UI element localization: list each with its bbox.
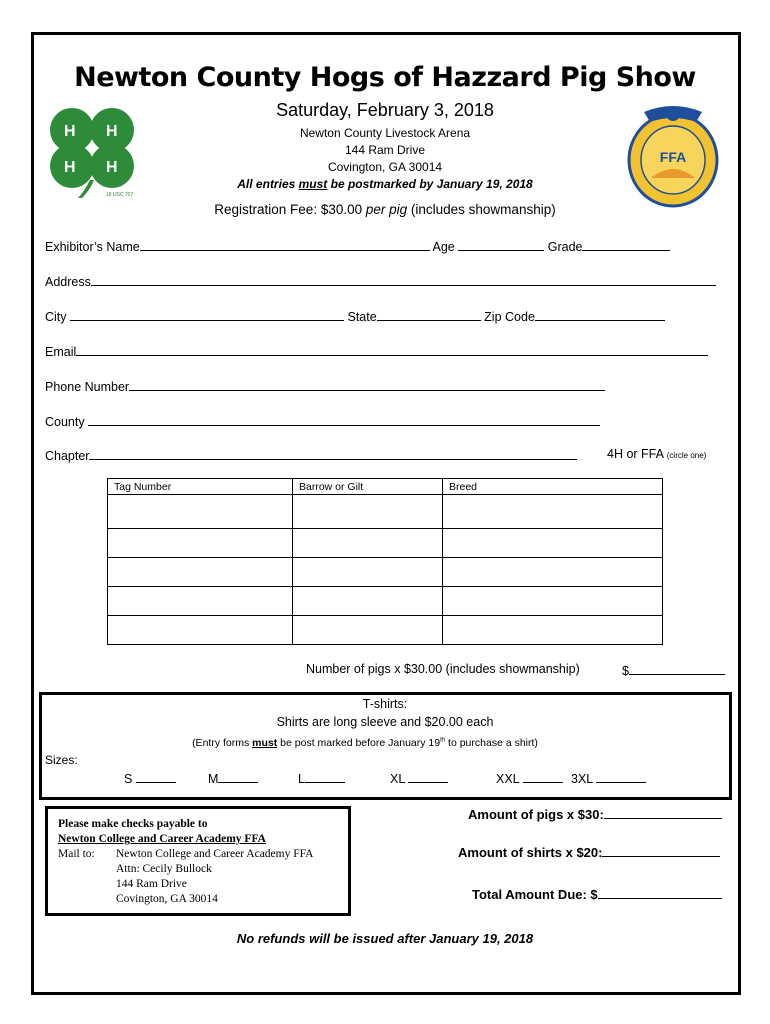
age-label: Age bbox=[432, 240, 455, 254]
table-row bbox=[108, 495, 663, 529]
table-row bbox=[108, 587, 663, 616]
barrow-gilt-cell[interactable] bbox=[293, 495, 443, 529]
state-input[interactable] bbox=[377, 308, 481, 321]
table-row bbox=[108, 616, 663, 645]
state-label: State bbox=[347, 310, 377, 324]
amount-shirts-row bbox=[458, 844, 720, 860]
total-due-label: Total Amount Due: $ bbox=[472, 887, 598, 902]
venue-name: Newton County Livestock Arena bbox=[299, 126, 471, 140]
size-m[interactable]: M bbox=[208, 770, 258, 786]
affiliation-note: (circle one) bbox=[666, 451, 707, 460]
pig-total-input[interactable] bbox=[629, 662, 725, 675]
zip-input[interactable] bbox=[535, 308, 665, 321]
mail-line: Attn: Cecily Bullock bbox=[116, 863, 212, 875]
svg-text:H: H bbox=[106, 123, 118, 140]
pig-total-currency: $ bbox=[622, 664, 629, 678]
breed-header: Breed bbox=[443, 479, 663, 495]
phone-input[interactable] bbox=[129, 378, 605, 391]
barrow-gilt-cell[interactable] bbox=[293, 558, 443, 587]
breed-cell[interactable] bbox=[443, 529, 663, 558]
breed-cell[interactable] bbox=[443, 558, 663, 587]
tag-number-cell[interactable] bbox=[108, 529, 293, 558]
tshirt-heading: T-shirts: bbox=[362, 697, 408, 711]
ffa-text: FFA bbox=[659, 149, 687, 165]
event-date: Saturday, February 3, 2018 bbox=[276, 100, 494, 120]
county-label: County bbox=[45, 415, 85, 429]
table-row bbox=[108, 558, 663, 587]
venue-street: 144 Ram Drive bbox=[344, 143, 426, 157]
breed-cell[interactable] bbox=[443, 495, 663, 529]
affiliation-label: 4H or FFA bbox=[607, 447, 664, 461]
barrow-gilt-cell[interactable] bbox=[293, 587, 443, 616]
size-s[interactable]: S bbox=[124, 770, 176, 786]
email-row bbox=[45, 343, 708, 359]
affiliation[interactable] bbox=[607, 447, 706, 461]
size-xxl[interactable]: XXL bbox=[496, 770, 563, 786]
pig-table bbox=[107, 478, 663, 645]
phone-row bbox=[45, 378, 605, 394]
chapter-label: Chapter bbox=[45, 449, 90, 463]
4h-caption: 18 USC 707 bbox=[106, 192, 134, 198]
email-input[interactable] bbox=[76, 343, 708, 356]
size-xl[interactable]: XL bbox=[390, 770, 448, 786]
barrow-gilt-cell[interactable] bbox=[293, 616, 443, 645]
grade-input[interactable] bbox=[582, 238, 670, 251]
city-row bbox=[45, 308, 665, 324]
city-input[interactable] bbox=[70, 308, 344, 321]
pig-table-header bbox=[108, 479, 663, 495]
entry-deadline: All entries must be postmarked by January 19, 2018 bbox=[237, 177, 533, 191]
address-input[interactable] bbox=[91, 273, 716, 286]
tag-number-cell[interactable] bbox=[108, 558, 293, 587]
mail-label: Mail to: bbox=[58, 848, 95, 860]
size-3xl[interactable]: 3XL bbox=[571, 770, 646, 786]
city-label: City bbox=[45, 310, 67, 324]
barrow-gilt-cell[interactable] bbox=[293, 529, 443, 558]
payment-box bbox=[45, 806, 351, 916]
pig-total-label: Number of pigs x $30.00 (includes showmanship) bbox=[306, 662, 580, 676]
amount-shirts-input[interactable] bbox=[602, 844, 720, 857]
tag-number-header: Tag Number bbox=[108, 479, 293, 495]
tshirt-note: (Entry forms must be post marked before January 19th to purchase a shirt) bbox=[192, 737, 538, 749]
tag-number-cell[interactable] bbox=[108, 495, 293, 529]
chapter-row bbox=[45, 447, 577, 463]
sizes-label: Sizes: bbox=[45, 753, 78, 767]
size-l[interactable]: L bbox=[298, 770, 345, 786]
address-label: Address bbox=[45, 275, 91, 289]
email-label: Email bbox=[45, 345, 77, 359]
mail-address bbox=[58, 847, 313, 907]
payee-name: Newton College and Career Academy FFA bbox=[58, 833, 266, 845]
svg-text:H: H bbox=[64, 159, 76, 176]
address-row bbox=[45, 273, 716, 289]
breed-cell[interactable] bbox=[443, 616, 663, 645]
pig-total-row bbox=[622, 662, 725, 678]
amount-shirts-label: Amount of shirts x $20: bbox=[458, 845, 603, 860]
svg-text:H: H bbox=[64, 123, 76, 140]
payable-line: Please make checks payable to bbox=[58, 818, 208, 830]
amount-pigs-row bbox=[468, 806, 722, 822]
svg-text:H: H bbox=[106, 159, 118, 176]
mail-line: Covington, GA 30014 bbox=[116, 893, 218, 905]
tag-number-cell[interactable] bbox=[108, 616, 293, 645]
exhibitor-name-label: Exhibitor’s Name bbox=[45, 240, 140, 254]
zip-label: Zip Code bbox=[484, 310, 535, 324]
total-due-input[interactable] bbox=[598, 886, 722, 899]
tag-number-cell[interactable] bbox=[108, 587, 293, 616]
age-input[interactable] bbox=[458, 238, 544, 251]
amount-pigs-label: Amount of pigs x $30: bbox=[468, 807, 604, 822]
chapter-input[interactable] bbox=[89, 447, 577, 460]
breed-cell[interactable] bbox=[443, 587, 663, 616]
tshirt-description: Shirts are long sleeve and $20.00 each bbox=[276, 715, 494, 729]
mail-line: 144 Ram Drive bbox=[116, 878, 187, 890]
registration-fee: Registration Fee: $30.00 per pig (includes showmanship) bbox=[214, 202, 556, 217]
county-input[interactable] bbox=[88, 413, 600, 426]
exhibitor-name-input[interactable] bbox=[140, 238, 430, 251]
mail-line: Newton College and Career Academy FFA bbox=[116, 848, 314, 860]
grade-label: Grade bbox=[547, 240, 583, 254]
table-row bbox=[108, 529, 663, 558]
venue-city: Covington, GA 30014 bbox=[327, 160, 443, 174]
page-title: Newton County Hogs of Hazzard Pig Show bbox=[74, 62, 696, 93]
amount-pigs-input[interactable] bbox=[604, 806, 722, 819]
refund-policy: No refunds will be issued after January 19, 2018 bbox=[236, 931, 534, 946]
county-row bbox=[45, 413, 600, 429]
total-due-row bbox=[472, 886, 722, 902]
phone-label: Phone Number bbox=[45, 380, 130, 394]
barrow-gilt-header: Barrow or Gilt bbox=[293, 479, 443, 495]
exhibitor-row bbox=[45, 238, 670, 254]
